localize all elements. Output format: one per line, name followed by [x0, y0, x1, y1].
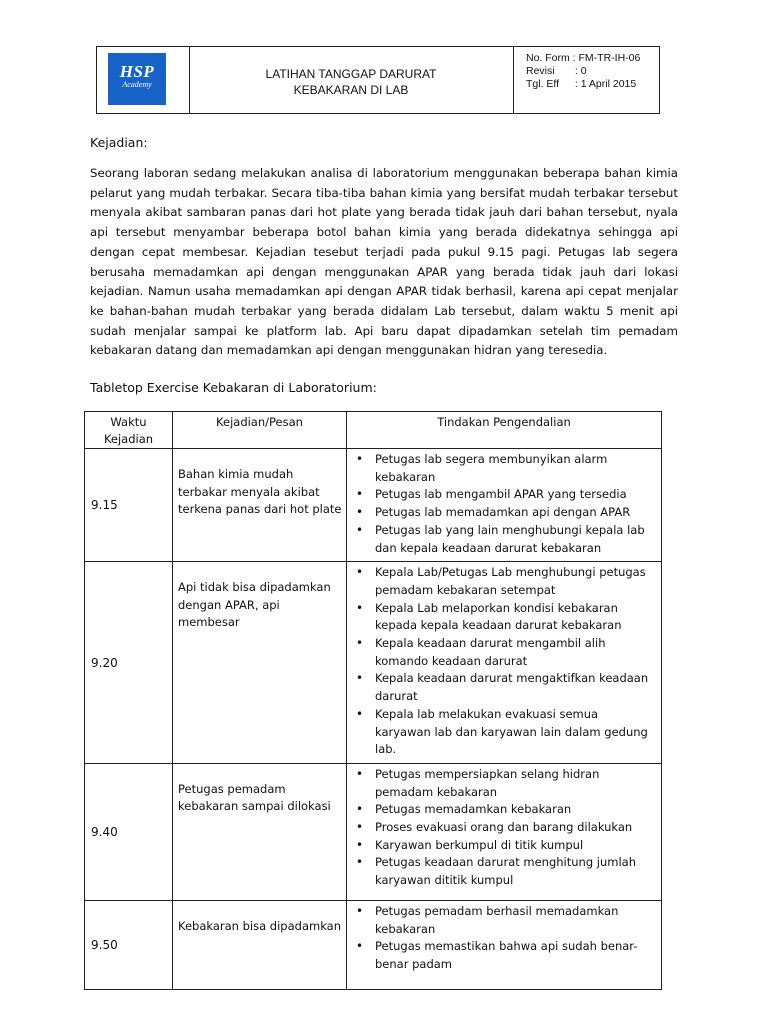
row-actions [347, 449, 662, 562]
row-actions [347, 763, 662, 900]
meta-tgl-label: Tgl. Eff [526, 78, 560, 90]
tabletop-table [84, 411, 662, 990]
meta-tgl-row [526, 78, 636, 91]
logo-sub: Academy [122, 80, 152, 89]
row-event: Bahan kimia mudah terbakar menyala akibat terkena panas dari hot plate [173, 449, 347, 562]
row-event: Kebakaran bisa dipadamkan [173, 900, 347, 989]
kejadian-paragraph: Seorang laboran sedang melakukan analisa di laboratorium menggunakan beberapa bahan kimia pelarut yang mudah terbakar. Secara tiba-tiba bahan kimia yang bersifat mudah terbakar tersebut menyala akibat sambaran panas dari hot plate yang berada tidak jauh dari bahan tersebut, nyala api tersebut menyambar beberapa botol bahan kimia yang berada didekatnya sehingga api dengan cepat membesar. Kejadian tesebut terjadi pada pukul 9.15 pagi. Petugas lab segera berusaha memadamkan api dengan menggunakan APAR yang berada tidak jauh dari lokasi kejadian. Namun usaha memadamkan api dengan APAR tidak berhasil, karena api cepat menjalar ke bahan-bahan mudah terbakar yang berada didalam Lab tersebut, dalam waktu 5 menit api sudah menjalar sampai ke platform lab. Api baru dapat dipadamkan setelah tim pemadam kebakaran datang dan memadamkan api dengan menggunakan hidran yang teresedia. [90, 166, 678, 358]
action-item: • Kepala Lab melaporkan kondisi kebakaran kepada kepala keadaan darurat kebakaran [375, 600, 657, 635]
meta-tgl-value: : 1 April 2015 [574, 78, 637, 90]
table-row [85, 763, 662, 900]
logo-brand: HSP [119, 62, 155, 81]
title-cell [189, 47, 514, 113]
row-event: Petugas pemadam kebakaran sampai dilokasi [173, 763, 347, 900]
row-actions [347, 562, 662, 764]
table-row [85, 900, 662, 989]
tabletop-heading: Tabletop Exercise Kebakaran di Laboratorium: [90, 380, 377, 395]
document-title-line1: LATIHAN TANGGAP DARURAT [265, 67, 437, 81]
table-header-row [85, 412, 662, 449]
table-row [85, 562, 662, 764]
action-item: • Proses evakuasi orang dan barang dilakukan [375, 819, 657, 837]
action-item: • Kepala keadaan darurat mengambil alih komando keadaan darurat [375, 635, 657, 670]
logo-cell [97, 47, 190, 113]
document-header [96, 46, 660, 114]
table-row [85, 449, 662, 562]
row-actions [347, 900, 662, 989]
action-item: • Petugas lab segera membunyikan alarm kebakaran [375, 451, 657, 486]
header-tindakan: Tindakan Pengendalian [347, 412, 662, 449]
action-item: • Kepala lab melakukan evakuasi semua karyawan lab dan karyawan lain dalam gedung lab. [375, 706, 657, 759]
action-item: • Kepala keadaan darurat mengaktifkan keadaan darurat [375, 670, 657, 705]
action-item: • Petugas pemadam berhasil memadamkan kebakaran [375, 903, 657, 938]
meta-form-value: FM-TR-IH-06 [578, 52, 641, 64]
meta-revisi-label: Revisi [526, 65, 555, 77]
action-item: • Petugas keadaan darurat menghitung jumlah karyawan dititik kumpul [375, 854, 657, 889]
action-item: • Petugas lab yang lain menghubungi kepala lab dan kepala keadaan darurat kebakaran [375, 522, 657, 557]
action-item: • Petugas mempersiapkan selang hidran pemadam kebakaran [375, 766, 657, 801]
row-time: 9.50 [85, 900, 173, 989]
action-item: • Petugas lab mengambil APAR yang tersedia [375, 486, 657, 504]
meta-revisi-value: : 0 [574, 65, 587, 77]
meta-cell [514, 47, 660, 113]
row-time: 9.40 [85, 763, 173, 900]
hsp-academy-logo [108, 53, 166, 105]
header-kejadian: Kejadian/Pesan [173, 412, 347, 449]
action-item: • Petugas memadamkan kebakaran [375, 801, 657, 819]
document-title-line2: KEBAKARAN DI LAB [293, 83, 409, 97]
meta-form-row [526, 52, 640, 65]
action-item: • Petugas memastikan bahwa api sudah benar-benar padam [375, 938, 657, 973]
row-time: 9.15 [85, 449, 173, 562]
action-item: • Kepala Lab/Petugas Lab menghubungi petugas pemadam kebakaran setempat [375, 564, 657, 599]
meta-underline [417, 113, 465, 114]
meta-revisi-row [526, 65, 587, 78]
action-item: • Petugas lab memadamkan api dengan APAR [375, 504, 657, 522]
action-item: • Karyawan berkumpul di titik kumpul [375, 837, 657, 855]
row-event: Api tidak bisa dipadamkan dengan APAR, api membesar [173, 562, 347, 764]
header-waktu: Waktu Kejadian [85, 412, 173, 449]
meta-form-label: No. Form : [526, 52, 576, 64]
kejadian-heading: Kejadian: [90, 135, 148, 150]
row-time: 9.20 [85, 562, 173, 764]
